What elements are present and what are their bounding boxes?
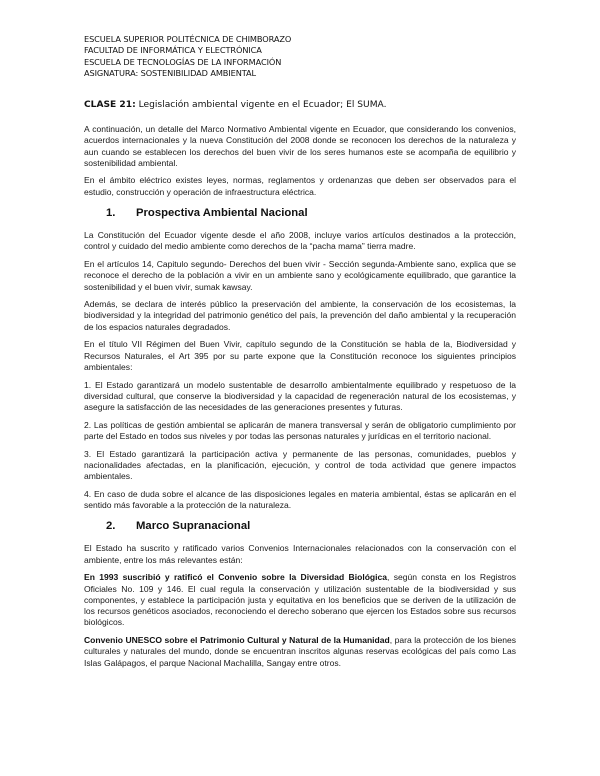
header-line: ASIGNATURA: SOSTENIBILIDAD AMBIENTAL — [84, 68, 256, 79]
section-title: Prospectiva Ambiental Nacional — [136, 207, 308, 220]
class-title — [84, 99, 524, 111]
document-body — [84, 124, 516, 675]
section-heading — [106, 206, 516, 220]
paragraph: El Estado ha suscrito y ratificado varios Convenios Internacionales relacionados con la conservación con el ambiente, entre los más relevantes están: — [84, 543, 516, 565]
principle-item: 2. Las políticas de gestión ambiental se aplicarán de manera transversal y serán de obligatorio cumplimiento por parte del Estado en todos sus niveles y por todas las personas naturales y jurídicas en el territorio nacional. — [84, 419, 516, 442]
paragraph — [84, 635, 516, 669]
institution-header — [84, 34, 291, 80]
section-number: 1. — [106, 207, 116, 220]
section-title: Marco Supranacional — [136, 520, 251, 533]
principle-item: 4. En caso de duda sobre el alcance de las disposiciones legales en materia ambiental, éstas se aplicarán en el sentido más favorable a la protección de la naturaleza. — [84, 488, 516, 511]
convention-name: Convenio UNESCO sobre el Patrimonio Cultural y Natural de la Humanidad — [84, 635, 390, 646]
intro-paragraph: En el ámbito eléctrico existes leyes, normas, reglamentos y ordenanzas que deben ser observados para el estudio, construcción y operación de infraestructura eléctrica. — [84, 175, 516, 197]
intro-paragraph: A continuación, un detalle del Marco Normativo Ambiental vigente en Ecuador, que considerando los convenios, acuerdos internacionales y la nueva Constitución del 2008 donde se reconocen los derechos de la naturaleza y aun cuando se establecen los derechos del buen vivir de los seres humanos este se acompaña de equilibrio y sostenibilidad ambiental. — [84, 124, 516, 168]
principle-item: 3. El Estado garantizará la participación activa y permanente de las personas, comunidades, pueblos y nacionalidades afectadas, en la planificación, ejecución, y control de toda actividad que genere impactos ambientales. — [84, 448, 516, 482]
convention-text: , según consta en los Registros Oficiales No. 109 y 146. El cual regula la conservación y utilización sustentable de la biodiversidad y sus componentes, y establece la participación justa y equitativa en los beneficios que se deriven de la utilización de los recursos genéticos asociados, reconociendo el derecho soberano que ejercen los Estados sobre sus recursos biológicos. — [84, 572, 517, 628]
class-label: CLASE 21: — [84, 100, 136, 110]
paragraph: En el artículos 14, Capitulo segundo- Derechos del buen vivir - Sección segunda-Ambiente sano, explica que se reconoce el derecho de la población a vivir en un ambiente sano y ecológicamente equilibrado, que garantice la sostenibilidad y el buen vivir, sumak kawsay. — [84, 258, 516, 292]
paragraph: La Constitución del Ecuador vigente desde el año 2008, incluye varios artículos destinados a la protección, control y cuidado del medio ambiente como derechos de la “pacha mama” tierra madre. — [84, 230, 516, 252]
header-line: ESCUELA SUPERIOR POLITÉCNICA DE CHIMBORAZO — [84, 34, 292, 44]
paragraph: En el título VII Régimen del Buen Vivir, capítulo segundo de la Constitución se habla de la, Biodiversidad y Recursos Naturales, el Art 395 por su parte expone que la Constitución reconoce los siguientes principios ambientales: — [84, 339, 516, 372]
convention-text: , para la protección de los bienes culturales y naturales del mundo, donde se encuentran inscritos algunas reservas ecológicas del país como Las Islas Galápagos, el parque Nacional Machalilla, Sangay entre otros. — [84, 635, 517, 668]
principle-item: 1. El Estado garantizará un modelo sustentable de desarrollo ambientalmente equilibrado y respetuoso de la diversidad cultural, que conserve la biodiversidad y la capacidad de regeneración natural de los ecosistemas, y asegure la satisfacción de las necesidades de las generaciones presentes y futuras. — [84, 379, 516, 413]
section-heading — [106, 519, 516, 533]
convention-name: En 1993 suscribió y ratificó el Convenio sobre la Diversidad Biológica — [84, 572, 388, 583]
header-line: FACULTAD DE INFORMÁTICA Y ELECTRÓNICA — [84, 45, 262, 56]
paragraph — [84, 572, 516, 628]
header-line: ESCUELA DE TECNOLOGÍAS DE LA INFORMACIÓN — [84, 56, 282, 67]
section-number: 2. — [106, 520, 116, 533]
paragraph: Además, se declara de interés público la preservación del ambiente, la conservación de los ecosistemas, la biodiversidad y la integridad del patrimonio genético del país, la prevención del daño ambiental y la recuperación de los espacios naturales degradados. — [84, 299, 516, 332]
class-subject: Legislación ambiental vigente en el Ecuador; El SUMA. — [135, 100, 387, 110]
